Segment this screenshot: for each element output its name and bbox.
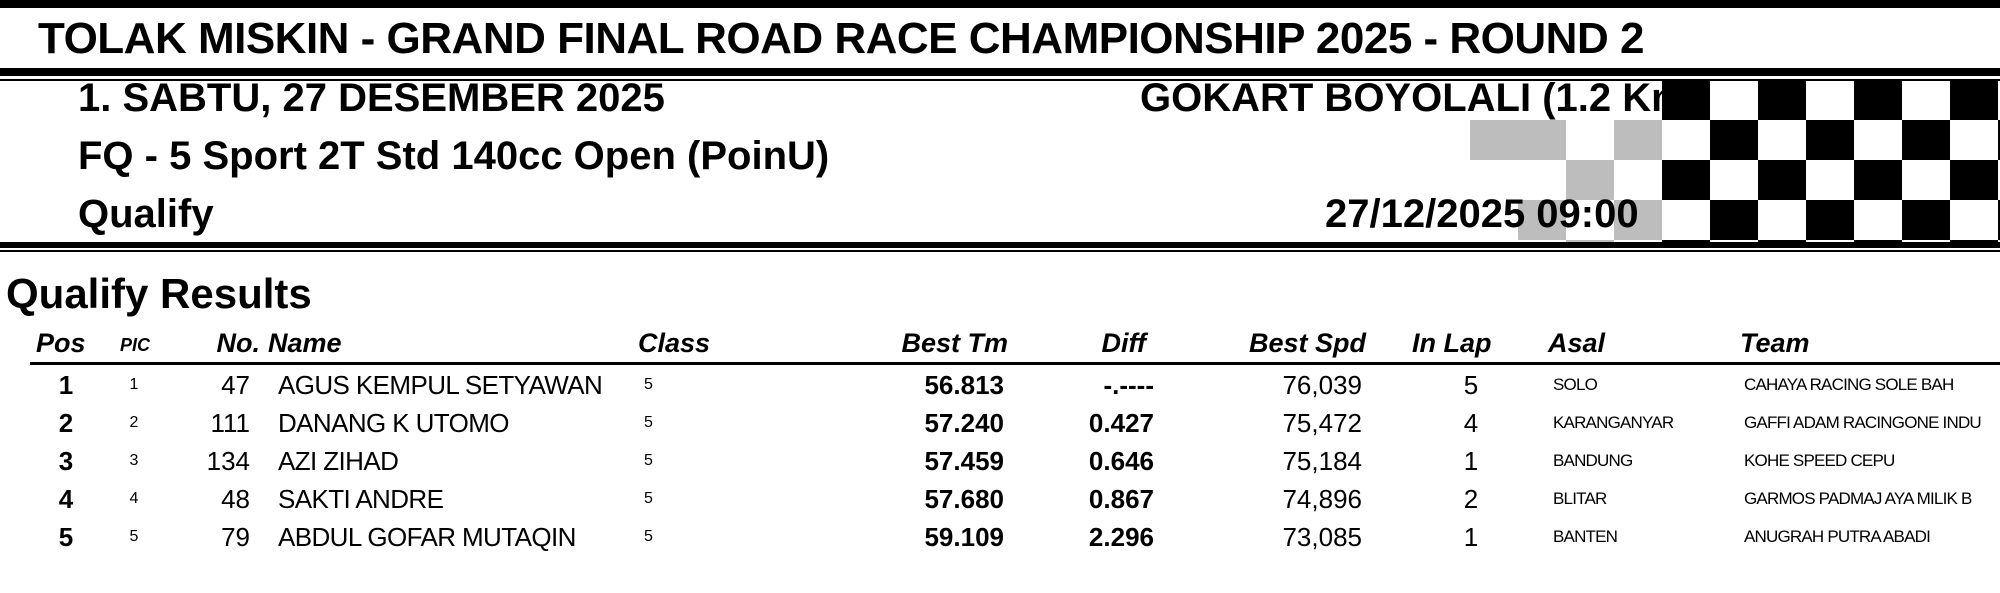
header-rule-thin [0,250,2000,252]
cell-pos: 3 [58,446,74,476]
col-header-diff: Diff [1101,328,1146,358]
cell-team: GAFFI ADAM RACINGONE INDU [1744,413,1981,432]
cell-best-spd: 75,184 [1282,446,1362,476]
cell-name: AZI ZIHAD [278,446,399,476]
col-header-asal: Asal [1548,328,1606,358]
cell-diff: 0.427 [1088,408,1154,438]
cell-in-lap: 1 [1463,446,1479,476]
cell-class: 5 [644,490,653,507]
cell-pic: 5 [129,528,139,545]
table-row [0,518,2000,556]
cell-pic: 2 [129,414,139,431]
cell-best-tm: 56.813 [924,370,1004,400]
col-header-no: No. [216,328,260,358]
column-header-rule [30,362,2000,365]
cell-best-tm: 57.459 [924,446,1004,476]
cell-best-tm: 57.240 [924,408,1004,438]
cell-in-lap: 5 [1463,370,1479,400]
cell-best-tm: 59.109 [924,522,1004,552]
cell-team: GARMOS PADMAJ AYA MILIK B [1744,489,1972,508]
table-row [0,366,2000,404]
col-header-pos: Pos [36,328,86,358]
cell-no: 79 [221,522,250,552]
cell-name: SAKTI ANDRE [278,484,444,514]
cell-pic: 4 [129,490,139,507]
cell-no: 47 [221,370,250,400]
cell-no: 48 [221,484,250,514]
cell-pos: 2 [58,408,74,438]
report-title: TOLAK MISKIN - GRAND FINAL ROAD RACE CHAMPIONSHIP 2025 - ROUND 2 [38,14,1644,63]
cell-best-spd: 76,039 [1282,370,1362,400]
cell-in-lap: 2 [1463,484,1479,514]
race-class: FQ - 5 Sport 2T Std 140cc Open (PoinU) [78,134,830,178]
top-rule [0,0,2000,8]
col-header-name: Name [268,328,342,358]
venue: GOKART BOYOLALI (1.2 Km) [1140,76,1701,120]
cell-team: KOHE SPEED CEPU [1744,451,1895,470]
cell-best-spd: 75,472 [1282,408,1362,438]
col-header-pic: PIC [120,335,151,355]
cell-class: 5 [644,452,653,469]
table-row [0,404,2000,442]
cell-asal: BANTEN [1553,527,1618,546]
section-title: Qualify Results [6,270,312,317]
session-datetime: 27/12/2025 09:00 [1325,192,1639,236]
cell-class: 5 [644,414,653,431]
col-header-class: Class [638,328,711,358]
col-header-team: Team [1740,328,1810,358]
cell-team: ANUGRAH PUTRA ABADI [1744,527,1931,546]
cell-diff: -.---- [1103,370,1154,400]
col-header-best-tm: Best Tm [901,328,1008,358]
col-header-in-lap: In Lap [1412,328,1492,358]
cell-best-spd: 74,896 [1282,484,1362,514]
cell-class: 5 [644,376,653,393]
cell-pic: 1 [129,376,139,393]
header-rule-thick [0,242,2000,248]
cell-pos: 1 [58,370,74,400]
cell-name: AGUS KEMPUL SETYAWAN [278,370,603,400]
cell-asal: BANDUNG [1553,451,1633,470]
cell-pos: 5 [58,522,74,552]
cell-diff: 2.296 [1088,522,1154,552]
cell-pic: 3 [129,452,139,469]
cell-diff: 0.867 [1088,484,1154,514]
cell-team: CAHAYA RACING SOLE BAH [1744,375,1954,394]
col-header-best-spd: Best Spd [1248,328,1366,358]
cell-no: 111 [210,408,250,438]
cell-best-tm: 57.680 [924,484,1004,514]
cell-pos: 4 [58,484,74,514]
cell-name: ABDUL GOFAR MUTAQIN [278,522,576,552]
cell-no: 134 [206,446,250,476]
cell-name: DANANG K UTOMO [278,408,509,438]
cell-in-lap: 4 [1463,408,1479,438]
event-day: 1. SABTU, 27 DESEMBER 2025 [78,76,665,120]
cell-best-spd: 73,085 [1282,522,1362,552]
cell-asal: BLITAR [1553,489,1607,508]
session-name: Qualify [78,192,214,236]
cell-asal: KARANGANYAR [1553,413,1674,432]
cell-diff: 0.646 [1088,446,1154,476]
cell-in-lap: 1 [1463,522,1479,552]
title-rule-thick [0,68,2000,76]
table-row [0,480,2000,518]
table-row [0,442,2000,480]
cell-class: 5 [644,528,653,545]
cell-asal: SOLO [1553,375,1598,394]
